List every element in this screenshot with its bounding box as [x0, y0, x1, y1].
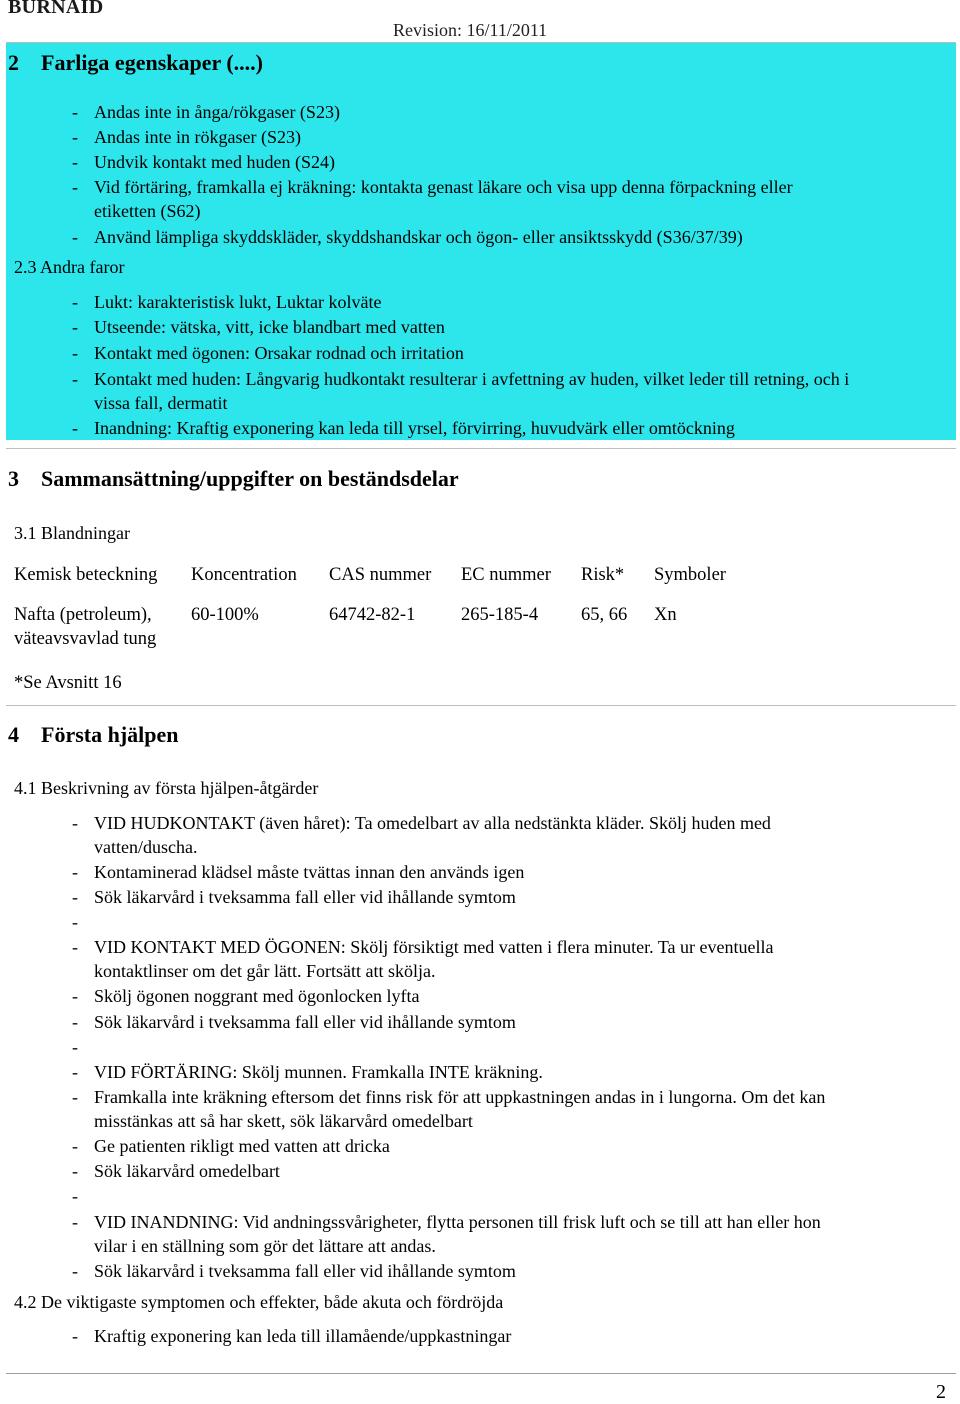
table-cell: Xn	[654, 605, 677, 625]
section-number: 3	[8, 466, 19, 491]
footer-divider	[6, 1373, 956, 1374]
section-title: Farliga egenskaper (....)	[41, 50, 264, 75]
list-item: - Använd lämpliga skyddskläder, skyddshandskar och ögon- eller ansiktsskydd (S36/37/39)	[72, 227, 743, 247]
list-item: - Undvik kontakt med huden (S24)	[72, 152, 335, 172]
table-header: Kemisk beteckning	[14, 565, 158, 585]
list-item: - Sök läkarvård i tveksamma fall eller vid ihållande symtom	[72, 1012, 516, 1032]
table-cell: 65, 66	[581, 605, 628, 625]
page-number: 2	[936, 1381, 946, 1403]
list-item-continuation: vatten/duscha.	[94, 837, 198, 857]
list-item: - Ge patienten rikligt med vatten att dricka	[72, 1136, 390, 1156]
table-header: Risk*	[581, 565, 625, 585]
list-item-continuation: kontaktlinser om det går lätt. Fortsätt att skölja.	[94, 961, 436, 981]
list-item: - Sök läkarvård i tveksamma fall eller vid ihållande symtom	[72, 1261, 516, 1281]
list-item: - Framkalla inte kräkning eftersom det finns risk för att uppkastningen andas in i lungorna. Om det kan	[72, 1087, 826, 1107]
table-note: *Se Avsnitt 16	[14, 673, 122, 693]
list-item: - Skölj ögonen noggrant med ögonlocken lyfta	[72, 986, 420, 1006]
table-header: CAS nummer	[329, 565, 432, 585]
table-header: Koncentration	[191, 565, 297, 585]
brand-name: BURNAID	[8, 0, 104, 18]
list-item: - Kraftig exponering kan leda till illamående/uppkastningar	[72, 1326, 512, 1346]
list-item-continuation: misstänkas att så har skett, sök läkarvård omedelbart	[94, 1111, 473, 1131]
subsection-2-3-title: 2.3 Andra faror	[14, 257, 125, 277]
list-item: - Sök läkarvård i tveksamma fall eller vid ihållande symtom	[72, 887, 516, 907]
section-title: Första hjälpen	[41, 722, 179, 747]
list-item: - VID HUDKONTAKT (även håret): Ta omedelbart av alla nedstänkta kläder. Skölj huden med	[72, 813, 771, 833]
list-item: - Lukt: karakteristisk lukt, Luktar kolväte	[72, 292, 382, 312]
list-item: - Kontakt med huden: Långvarig hudkontakt resulterar i avfettning av huden, vilket leder till retning, och i	[72, 369, 850, 389]
section-divider	[6, 448, 956, 449]
section-title: Sammansättning/uppgifter on beständsdelar	[41, 466, 459, 491]
list-item: - Andas inte in ånga/rökgaser (S23)	[72, 102, 340, 122]
list-item-continuation: vilar i en ställning som gör det lättare att andas.	[94, 1236, 436, 1256]
list-item: - VID FÖRTÄRING: Skölj munnen. Framkalla INTE kräkning.	[72, 1062, 543, 1082]
subsection-4-1-title: 4.1 Beskrivning av första hjälpen-åtgärder	[14, 778, 319, 798]
list-item: - Vid förtäring, framkalla ej kräkning: kontakta genast läkare och visa upp denna förpackning eller	[72, 177, 793, 197]
list-item-continuation: etiketten (S62)	[94, 201, 201, 221]
list-item: - Inandning: Kraftig exponering kan leda till yrsel, förvirring, huvudvärk eller omtöckning	[72, 418, 735, 438]
list-item: - Kontakt med ögonen: Orsakar rodnad och irritation	[72, 343, 464, 363]
list-item-continuation: vissa fall, dermatit	[94, 393, 228, 413]
section-4-heading	[8, 722, 179, 748]
subsection-3-1-title: 3.1 Blandningar	[14, 523, 130, 543]
list-item: - VID KONTAKT MED ÖGONEN: Skölj försiktigt med vatten i flera minuter. Ta ur eventuella	[72, 937, 774, 957]
list-item: - Utseende: vätska, vitt, icke blandbart med vatten	[72, 317, 445, 337]
section-2-heading	[8, 50, 263, 76]
list-item: - Sök läkarvård omedelbart	[72, 1161, 280, 1181]
list-item: - Andas inte in rökgaser (S23)	[72, 127, 301, 147]
table-cell: Nafta (petroleum),	[14, 605, 152, 625]
subsection-4-2-title: 4.2 De viktigaste symptomen och effekter, både akuta och fördröjda	[14, 1292, 504, 1312]
table-cell: 265-185-4	[461, 605, 539, 625]
table-cell: 64742-82-1	[329, 605, 416, 625]
table-cell: väteavsvavlad tung	[14, 629, 157, 649]
table-cell: 60-100%	[191, 605, 259, 625]
list-item: - Kontaminerad klädsel måste tvättas innan den används igen	[72, 862, 525, 882]
section-divider	[6, 42, 956, 43]
table-header: EC nummer	[461, 565, 551, 585]
section-divider	[6, 705, 956, 706]
section-3-heading	[8, 466, 459, 492]
revision-date: Revision: 16/11/2011	[393, 20, 548, 40]
section-number: 2	[8, 50, 19, 75]
section-number: 4	[8, 722, 19, 747]
list-item: - VID INANDNING: Vid andningssvårigheter, flytta personen till frisk luft och se till att han eller hon	[72, 1212, 821, 1232]
table-header: Symboler	[654, 565, 726, 585]
